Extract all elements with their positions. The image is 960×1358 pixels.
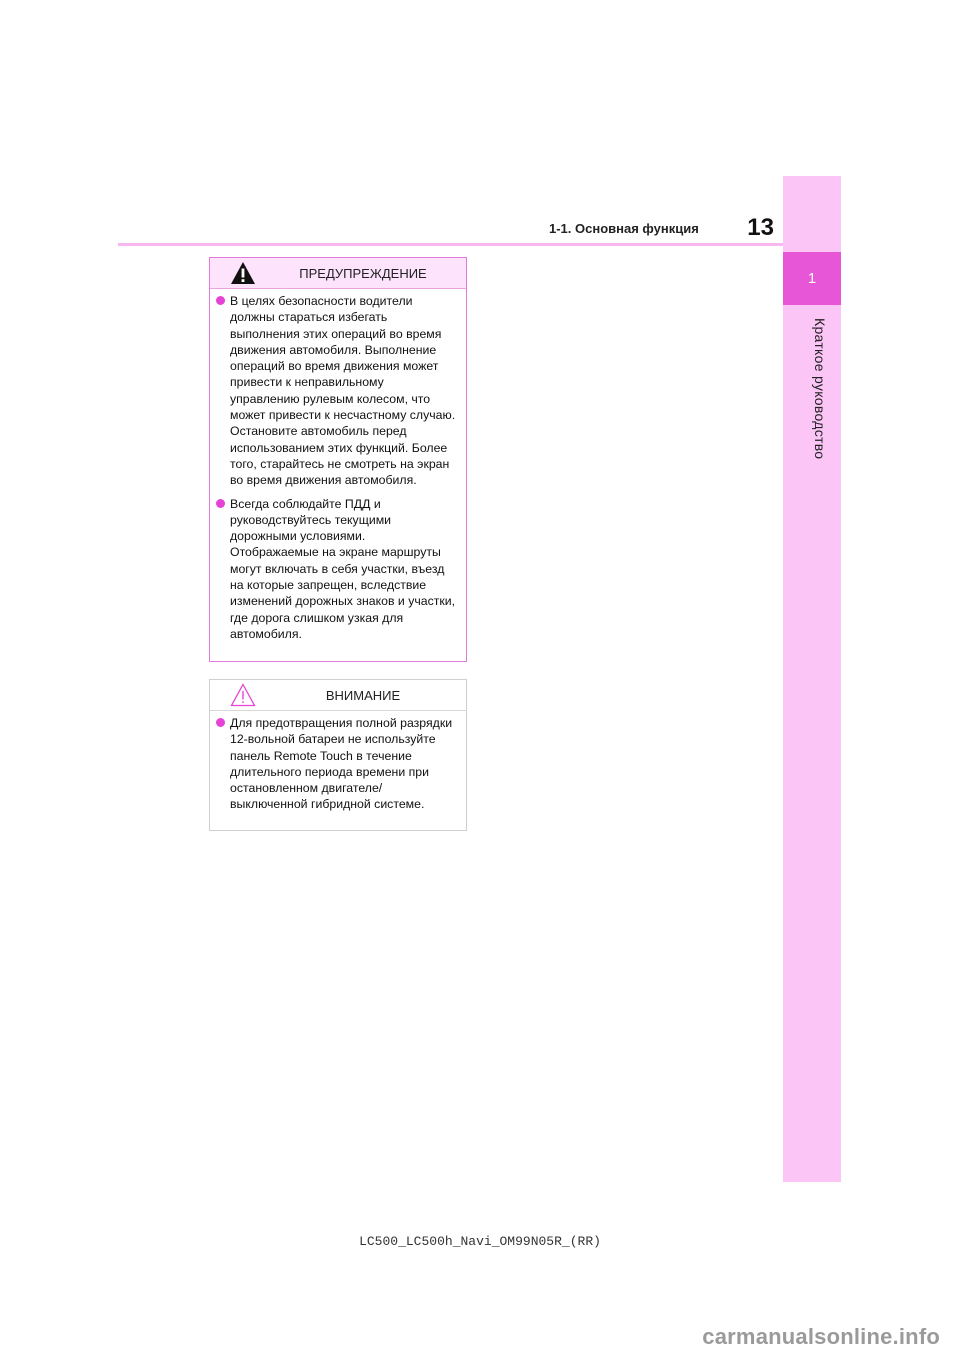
warning-item [216, 496, 456, 643]
section-title: 1-1. Основная функция [549, 221, 699, 236]
bullet-icon [216, 296, 225, 305]
warning-header [210, 258, 466, 289]
document-code: LC500_LC500h_Navi_OM99N05R_(RR) [359, 1234, 601, 1249]
chapter-label: Краткое руководство [812, 318, 828, 460]
warning-items [210, 289, 466, 642]
warning-box [209, 257, 467, 662]
warning-item [216, 293, 456, 489]
warning-item-text: В целях безопасности водители должны стараться избегать выполнения этих операций во время движения автомобиля. Выполнение операций во время движения может привести к неправильному управлению рулевым колесом, что может привести к несчастному случаю. Остановите автомобиль перед использованием этих функций. Более того, старайтесь не смотреть на экран во время движения автомобиля. [230, 294, 456, 488]
chapter-number: 1 [783, 252, 841, 305]
header-divider [118, 243, 783, 246]
warning-item-text: Всегда соблюдайте ПДД и руководствуйтесь текущими дорожными условиями. Отображаемые на экране маршруты могут включать в себя участки, въезд на которые запрещен, вследствие изменений дорожных знаков и участки, где дорога слишком узкая для автомобиля. [230, 496, 456, 641]
bullet-icon [216, 718, 225, 727]
warning-title: ПРЕДУПРЕЖДЕНИЕ [299, 265, 427, 281]
caution-items [210, 711, 466, 813]
caution-title: ВНИМАНИЕ [325, 687, 401, 703]
page-number: 13 [747, 214, 774, 241]
caution-triangle-icon [230, 683, 256, 707]
caution-item [216, 715, 456, 813]
bullet-icon [216, 499, 225, 508]
watermark: carmanualsonline.info [702, 1324, 940, 1349]
warning-triangle-icon [230, 261, 256, 285]
caution-box [209, 679, 467, 831]
caution-header [210, 680, 466, 711]
caution-item-text: Для предотвращения полной разрядки 12-вольной батареи не используйте панель Remote Touch в течение длительного периода времени при остановленном двигателе/выключенной гибридной системе. [230, 716, 453, 812]
